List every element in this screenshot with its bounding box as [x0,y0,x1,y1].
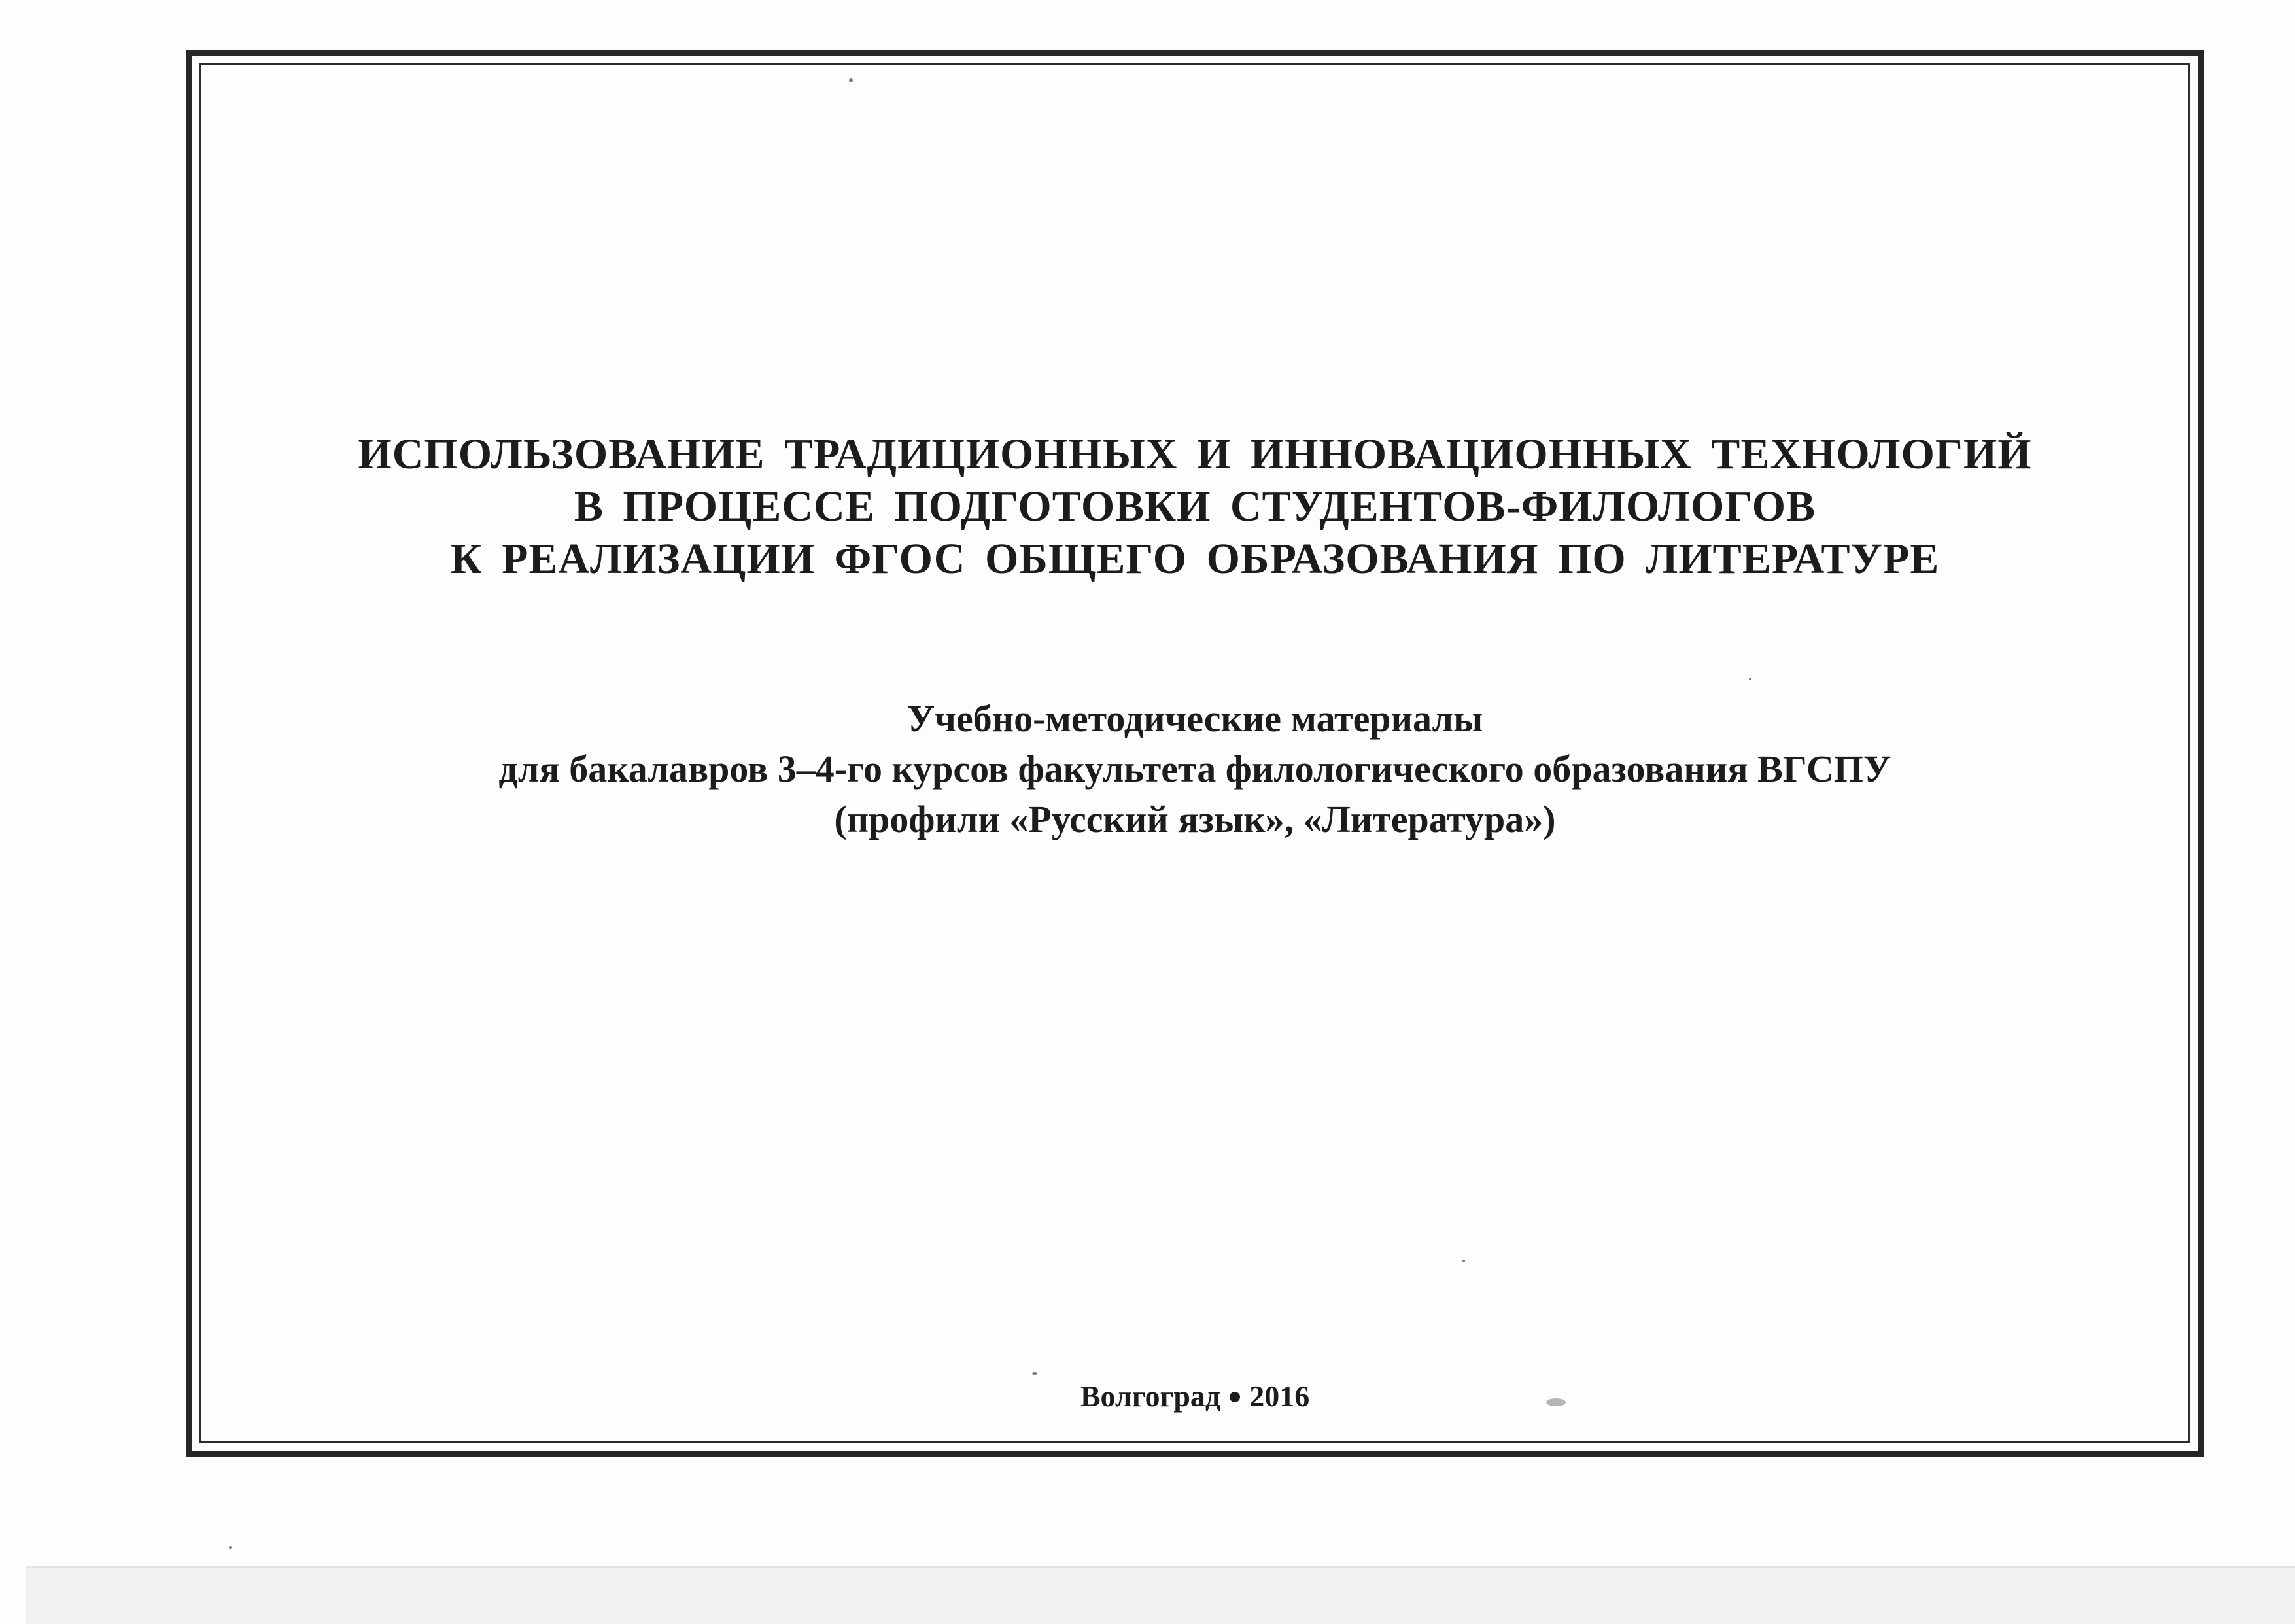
bullet-separator-icon [1230,1392,1240,1402]
imprint-city: Волгоград [1080,1379,1221,1413]
scan-sheet-edge [26,1566,2295,1624]
imprint-year: 2016 [1249,1379,1310,1413]
scan-speck [1546,1398,1566,1406]
title-line-3: К РЕАЛИЗАЦИИ ФГОС ОБЩЕГО ОБРАЗОВАНИЯ ПО ЛИТЕРАТУРЕ [450,535,1940,583]
title-line-2: В ПРОЦЕССЕ ПОДГОТОВКИ СТУДЕНТОВ-ФИЛОЛОГОВ [574,483,1816,530]
subtitle-line-3: (профили «Русский язык», «Литература») [834,798,1556,840]
scan-speck [229,1546,232,1549]
scan-speck [1462,1260,1465,1262]
imprint [186,1377,2204,1416]
scan-speck [1749,678,1751,680]
subtitle-line-2: для бакалавров 3–4-го курсов факультета филологического образования ВГСПУ [498,748,1891,790]
document-title [186,428,2204,585]
scan-speck [849,78,853,82]
subtitle-line-1: Учебно-методические материалы [906,697,1483,740]
scan-speck [1032,1372,1037,1375]
title-line-1: ИСПОЛЬЗОВАНИЕ ТРАДИЦИОННЫХ И ИННОВАЦИОННЫХ ТЕХНОЛОГИЙ [358,430,2032,478]
document-subtitle [186,693,2204,844]
